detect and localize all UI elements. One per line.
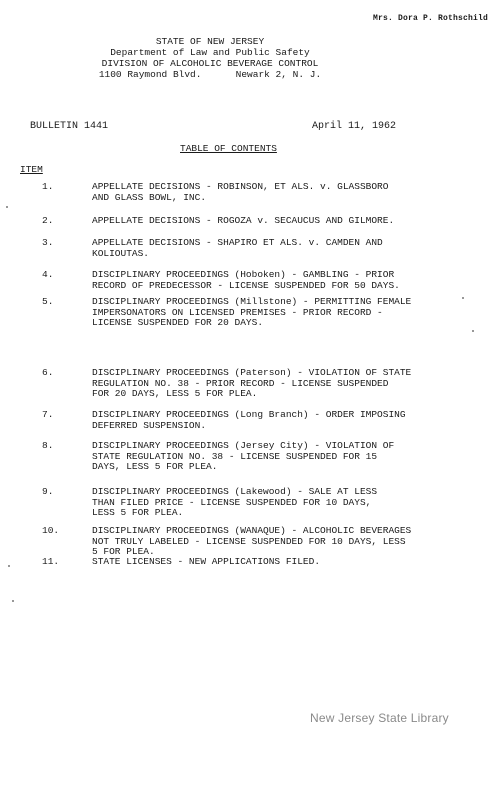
- toc-item-line: AND GLASS BOWL, INC.: [92, 191, 207, 203]
- toc-item-number: 7.: [42, 409, 54, 420]
- toc-item-number: 5.: [42, 296, 54, 307]
- toc-item-line: APPELLATE DECISIONS - ROGOZA v. SECAUCUS AND GILMORE.: [92, 215, 395, 226]
- toc-item-line: 5 FOR PLEA.: [92, 546, 155, 557]
- toc-item-line: RECORD OF PREDECESSOR - LICENSE SUSPENDED FOR 50 DAYS.: [92, 279, 400, 291]
- toc-item-description: [92, 526, 492, 558]
- toc-item-line: DISCIPLINARY PROCEEDINGS (Paterson) - VIOLATION OF STATE: [92, 367, 412, 378]
- toc-item-description: [92, 441, 492, 473]
- toc-item-line: APPELLATE DECISIONS - ROBINSON, ET ALS. v. GLASSBORO: [92, 181, 389, 192]
- toc-item-description: [92, 368, 492, 400]
- toc-item-description: [92, 557, 492, 568]
- toc-item-description: [92, 238, 492, 259]
- toc-item-line: STATE REGULATION NO. 38 - LICENSE SUSPENDED FOR 15: [92, 450, 378, 462]
- letterhead-department: Department of Law and Public Safety: [110, 47, 310, 58]
- toc-item-number: 3.: [42, 237, 54, 248]
- scan-speck: [12, 600, 14, 602]
- item-column-header: ITEM: [20, 164, 43, 175]
- library-stamp: New Jersey State Library: [310, 711, 449, 725]
- toc-item-line: IMPERSONATORS ON LICENSED PREMISES - PRIOR RECORD -: [92, 306, 383, 318]
- toc-item-line: DEFERRED SUSPENSION.: [92, 419, 207, 431]
- toc-item-number: 2.: [42, 215, 54, 226]
- toc-item-number: 8.: [42, 440, 54, 451]
- toc-item-line: DISCIPLINARY PROCEEDINGS (Lakewood) - SALE AT LESS: [92, 486, 378, 497]
- toc-item-number: 10.: [42, 525, 60, 536]
- toc-item-line: DISCIPLINARY PROCEEDINGS (WANAQUE) - ALCOHOLIC BEVERAGES: [92, 525, 412, 536]
- toc-item-number: 1.: [42, 181, 54, 192]
- scan-speck: [6, 206, 8, 208]
- toc-item-line: DISCIPLINARY PROCEEDINGS (Hoboken) - GAMBLING - PRIOR: [92, 269, 395, 280]
- toc-item-number: 9.: [42, 486, 54, 497]
- scan-speck: [472, 330, 474, 332]
- toc-item-line: THAN FILED PRICE - LICENSE SUSPENDED FOR 10 DAYS,: [92, 496, 372, 508]
- toc-item-line: REGULATION NO. 38 - PRIOR RECORD - LICENSE SUSPENDED: [92, 377, 389, 389]
- toc-item-line: STATE LICENSES - NEW APPLICATIONS FILED.: [92, 556, 321, 567]
- scan-speck: [8, 565, 10, 567]
- toc-item-line: APPELLATE DECISIONS - SHAPIRO ET ALS. v. CAMDEN AND: [92, 237, 383, 248]
- toc-item-line: KOLIOUTAS.: [92, 247, 150, 259]
- toc-item-number: 4.: [42, 269, 54, 280]
- owner-annotation: Mrs. Dora P. Rothschild: [372, 14, 488, 23]
- toc-item-description: [92, 410, 492, 431]
- toc-item-description: [92, 297, 492, 329]
- letterhead-state: STATE OF NEW JERSEY: [155, 36, 265, 47]
- toc-item-description: [92, 182, 492, 203]
- toc-item-line: DISCIPLINARY PROCEEDINGS (Millstone) - PERMITTING FEMALE: [92, 296, 412, 307]
- toc-item-number: 6.: [42, 367, 54, 378]
- bulletin-number: BULLETIN 1441: [30, 121, 109, 132]
- toc-item-description: [92, 487, 492, 519]
- toc-item-line: LICENSE SUSPENDED FOR 20 DAYS.: [92, 317, 264, 328]
- toc-item-line: DISCIPLINARY PROCEEDINGS (Jersey City) - VIOLATION OF: [92, 440, 395, 451]
- toc-item-line: FOR 20 DAYS, LESS 5 FOR PLEA.: [92, 388, 258, 399]
- toc-item-line: LESS 5 FOR PLEA.: [92, 507, 184, 518]
- scan-speck: [462, 297, 464, 299]
- letterhead-address: 1100 Raymond Blvd. Newark 2, N. J.: [98, 69, 322, 80]
- toc-item-description: [92, 216, 492, 227]
- toc-title: TABLE OF CONTENTS: [180, 143, 277, 154]
- letterhead-division: DIVISION OF ALCOHOLIC BEVERAGE CONTROL: [101, 58, 319, 69]
- toc-item-line: DISCIPLINARY PROCEEDINGS (Long Branch) - ORDER IMPOSING: [92, 409, 406, 420]
- toc-item-number: 11.: [42, 556, 60, 567]
- bulletin-date: April 11, 1962: [312, 121, 397, 132]
- toc-item-description: [92, 270, 492, 291]
- letterhead: [0, 36, 420, 80]
- toc-item-line: NOT TRULY LABELED - LICENSE SUSPENDED FOR 10 DAYS, LESS: [92, 535, 406, 547]
- toc-item-line: DAYS, LESS 5 FOR PLEA.: [92, 461, 218, 472]
